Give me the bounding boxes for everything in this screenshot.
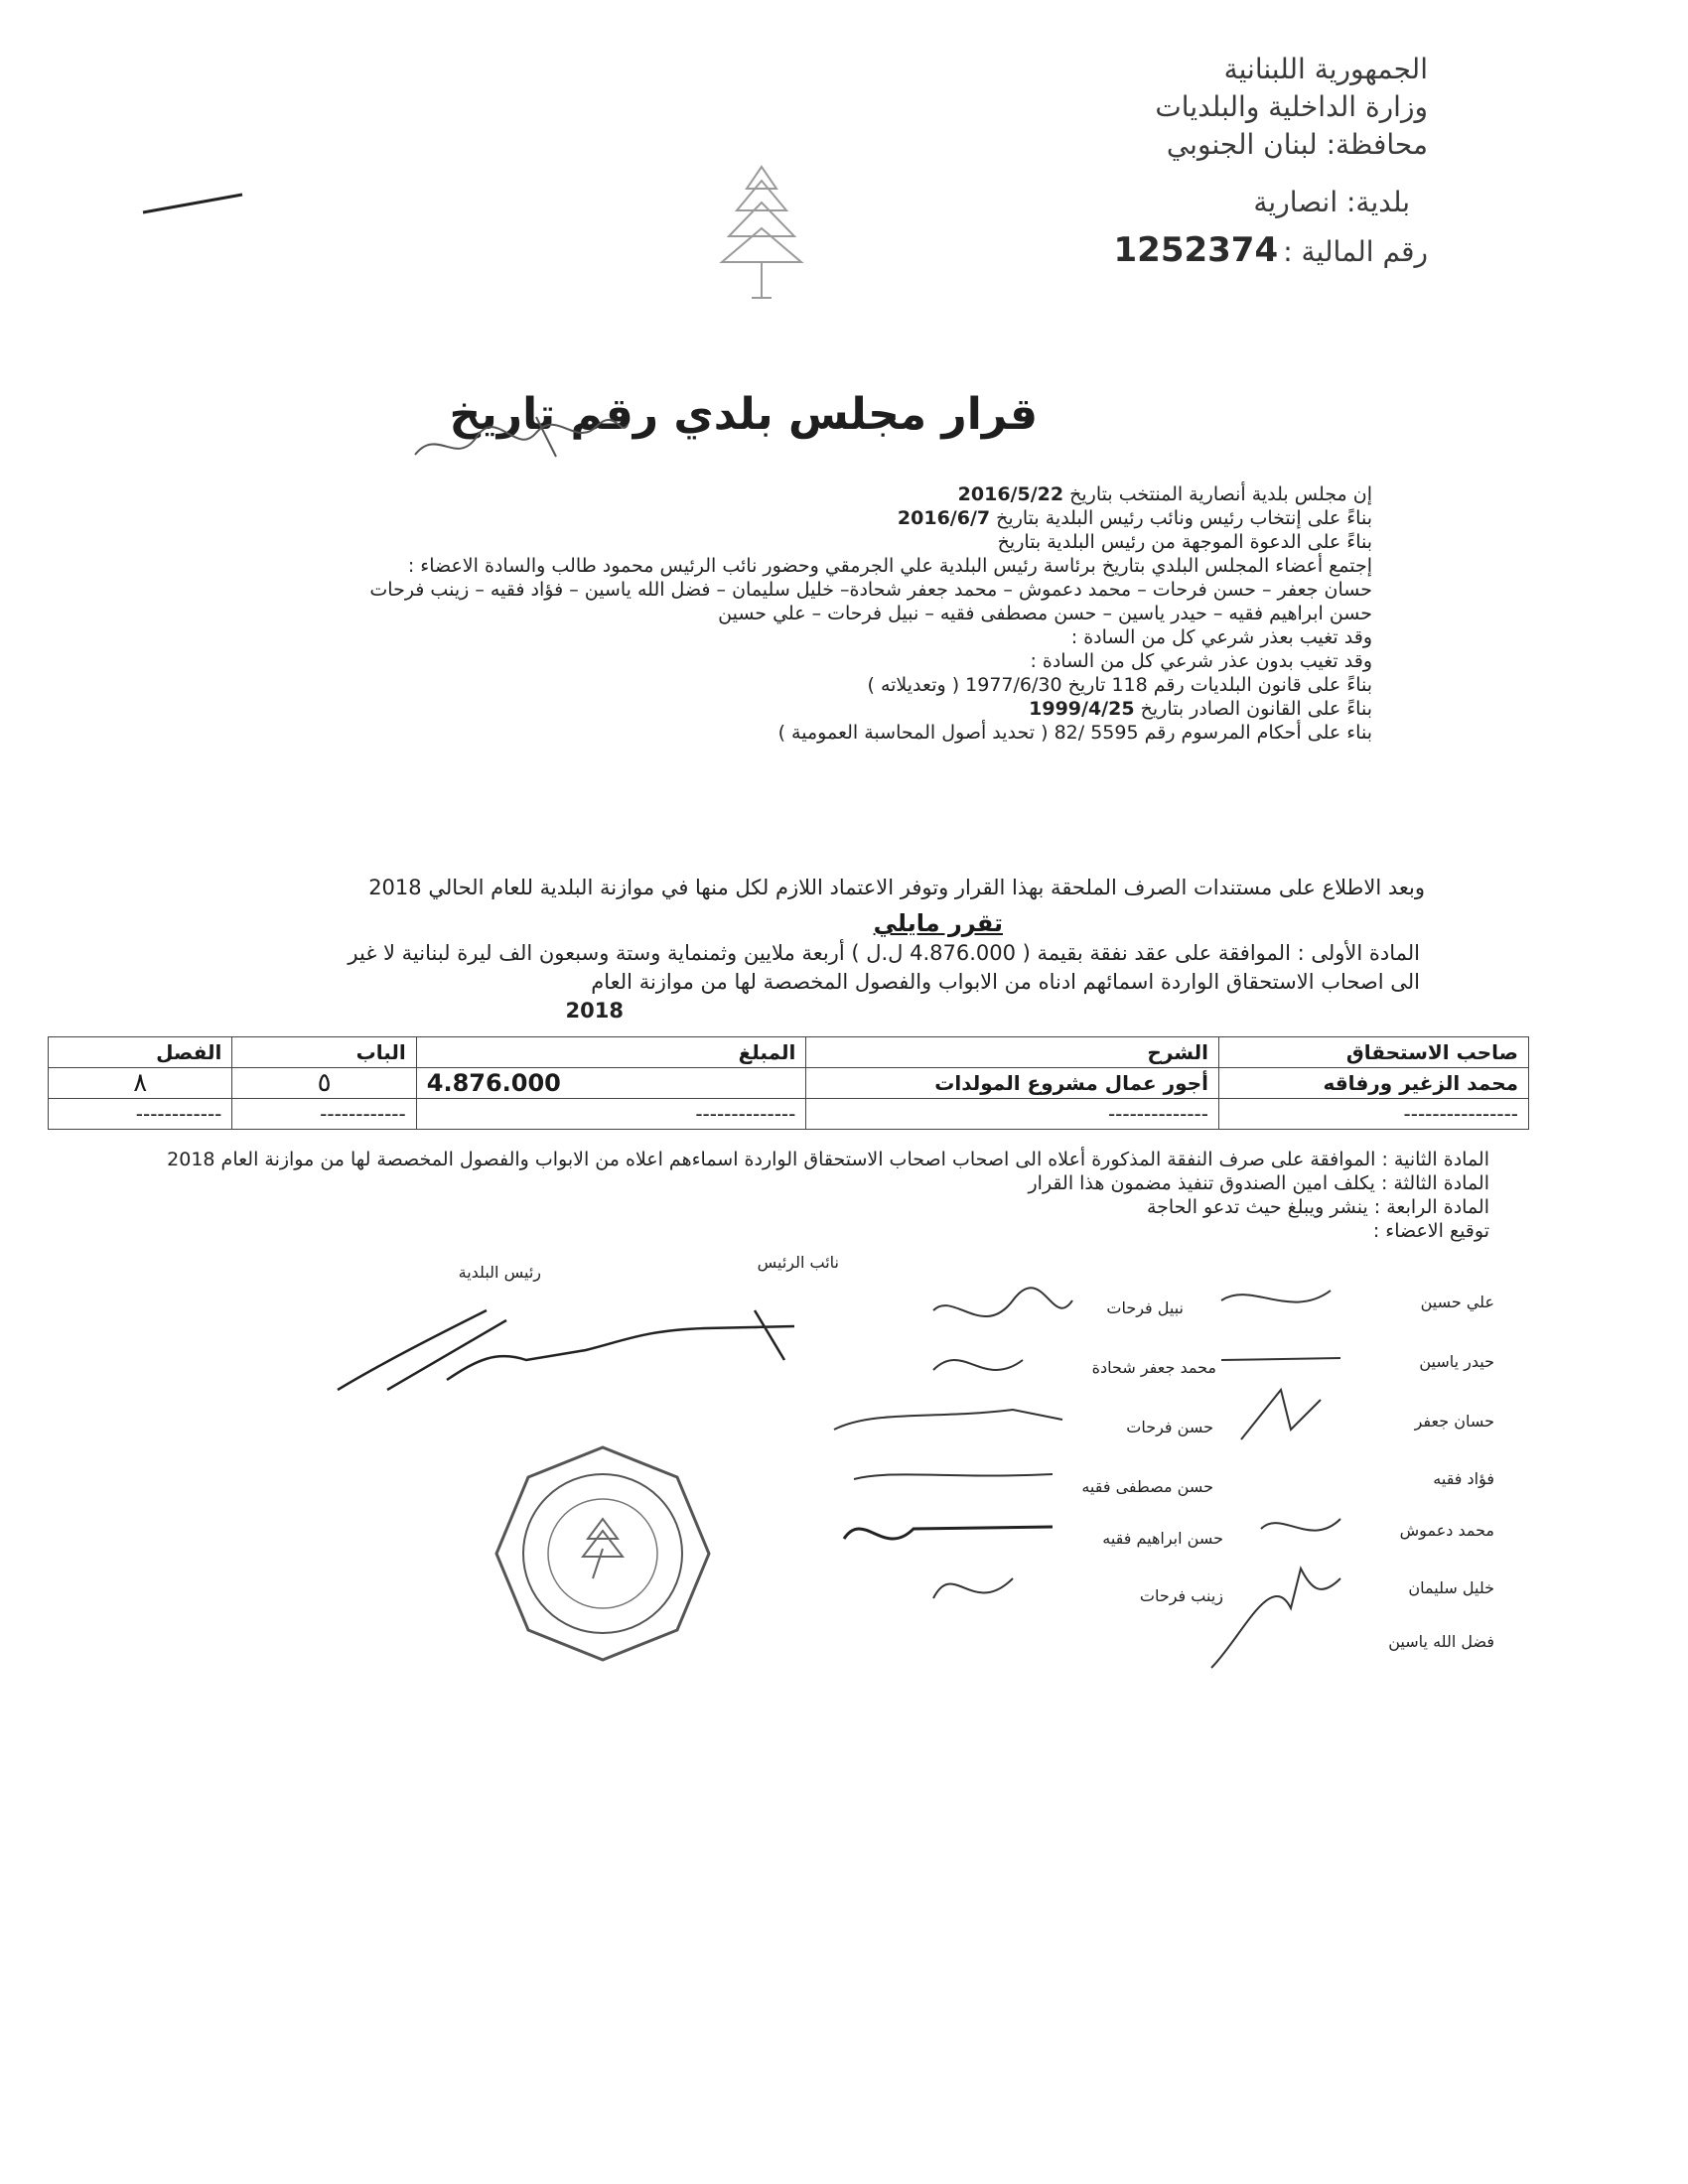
cell-empty: ------------ — [49, 1099, 232, 1130]
col-chapter: الفصل — [49, 1037, 232, 1068]
preamble-line-10: بناءً على القانون الصادر بتاريخ 1999/4/25 — [1029, 698, 1372, 720]
president-signature — [328, 1291, 844, 1400]
document-title: قرار مجلس بلدي رقم تاريخ — [449, 389, 1038, 440]
preamble-line-1: إن مجلس بلدية أنصارية المنتخب بتاريخ 2016/5/22 — [957, 483, 1372, 505]
cell-empty: ---------------- — [1218, 1099, 1528, 1130]
payment-table — [48, 1036, 1529, 1130]
cell-description: أجور عمال مشروع المولدات — [806, 1068, 1219, 1099]
cell-empty: -------------- — [416, 1099, 806, 1130]
preamble-line-4: إجتمع أعضاء المجلس البلدي بتاريخ برئاسة رئيس البلدية علي الجرمقي وحضور نائب الرئيس محمود طالب والسادة الاعضاء : — [407, 555, 1372, 577]
col-section: الباب — [232, 1037, 416, 1068]
member-haidar-yassine: حيدر ياسين — [1419, 1352, 1494, 1371]
member-hassan-farhat: حسن فرحات — [1126, 1418, 1213, 1436]
member-khalil-sleiman: خليل سليمان — [1408, 1578, 1494, 1597]
article-2: المادة الثانية : الموافقة على صرف النفقة المذكورة أعلاه الى اصحاب اصحاب الاستحقاق الواردة اسماءهم اعلاه من الابواب والفصول المخصصة لها من موازنة العام 2018 — [167, 1149, 1489, 1170]
right-signatures — [1201, 1271, 1440, 1688]
cell-chapter: ٨ — [49, 1068, 232, 1099]
member-nabil-farhat: نبيل فرحات — [1106, 1298, 1184, 1317]
member-mohamad-jaafar-shehadeh: محمد جعفر شحادة — [1091, 1358, 1216, 1377]
col-beneficiary: صاحب الاستحقاق — [1218, 1037, 1528, 1068]
municipality-stamp-icon — [489, 1439, 717, 1668]
pen-mark — [139, 189, 248, 218]
member-zeinab-farhat: زينب فرحات — [1139, 1586, 1223, 1605]
header-municipality: بلدية: انصارية — [1253, 186, 1410, 218]
member-hassan-mostafa-fakih: حسن مصطفى فقيه — [1081, 1477, 1213, 1496]
article-3: المادة الثالثة : يكلف امين الصندوق تنفيذ مضمون هذا القرار — [1028, 1172, 1489, 1194]
preamble-line-5: حسان جعفر – حسن فرحات – محمد دعموش – محمد جعفر شحادة– خليل سليمان – فضل الله ياسين – فؤاد فقيه – زينب فرحات — [369, 579, 1372, 601]
cell-empty: -------------- — [806, 1099, 1219, 1130]
preamble-line-8: وقد تغيب بدون عذر شرعي كل من السادة : — [1030, 650, 1372, 672]
article-4: المادة الرابعة : ينشر ويبلغ حيث تدعو الحاجة — [1146, 1196, 1489, 1218]
cell-amount: 4.876.000 — [416, 1068, 806, 1099]
cell-empty: ------------ — [232, 1099, 416, 1130]
header-governorate: محافظة: لبنان الجنوبي — [1166, 128, 1428, 161]
preamble-line-3: بناءً على الدعوة الموجهة من رئيس البلدية بتاريخ — [997, 531, 1372, 553]
president-label: رئيس البلدية — [458, 1263, 541, 1282]
preamble-line-6: حسن ابراهيم فقيه – حيدر ياسين – حسن مصطفى فقيه – نبيل فرحات – علي حسين — [718, 603, 1372, 624]
members-signature-label: توقيع الاعضاء : — [1372, 1220, 1489, 1242]
finance-label: رقم المالية : — [1283, 235, 1428, 268]
member-mohamad-damoush: محمد دعموش — [1399, 1521, 1494, 1540]
table-row — [49, 1068, 1529, 1099]
decision-heading: تقرر مايلي — [873, 909, 1003, 937]
col-amount: المبلغ — [416, 1037, 806, 1068]
member-hassan-ibrahim-fakih: حسن ابراهيم فقيه — [1102, 1529, 1223, 1548]
preamble-line-11: بناء على أحكام المرسوم رقم 5595 /82 ( تحديد أصول المحاسبة العمومية ) — [777, 722, 1372, 744]
middle-signatures — [814, 1281, 1192, 1638]
cell-section: ٥ — [232, 1068, 416, 1099]
preamble-line-2: بناءً على إنتخاب رئيس ونائب رئيس البلدية بتاريخ 2016/6/7 — [897, 507, 1372, 529]
finance-number: 1252374 — [1113, 230, 1279, 270]
member-hassan-jaafar: حسان جعفر — [1414, 1412, 1494, 1431]
col-description: الشرح — [806, 1037, 1219, 1068]
article-1-year: 2018 — [565, 999, 624, 1023]
member-fouad-fakih: فؤاد فقيه — [1433, 1469, 1494, 1488]
member-fadlallah-yassine: فضل الله ياسين — [1388, 1632, 1494, 1651]
vice-president-label: نائب الرئيس — [757, 1253, 839, 1272]
whereas-paragraph: وبعد الاطلاع على مستندات الصرف الملحقة بهذا القرار وتوفر الاعتماد اللازم لكل منها في موازنة البلدية للعام الحالي 2018 — [368, 876, 1425, 899]
preamble-line-7: وقد تغيب بعذر شرعي كل من السادة : — [1070, 626, 1372, 648]
finance-row — [1114, 230, 1429, 270]
member-ali-hussein: علي حسين — [1420, 1293, 1494, 1311]
header-country: الجمهورية اللبنانية — [1223, 53, 1428, 85]
article-1-line-2: الى اصحاب الاستحقاق الواردة اسمائهم ادناه من الابواب والفصول المخصصة لها من موازنة العام — [591, 970, 1420, 994]
preamble-line-9: بناءً على قانون البلديات رقم 118 تاريخ 1977/6/30 ( وتعديلاته ) — [867, 674, 1372, 696]
cell-beneficiary: محمد الزغير ورفاقه — [1218, 1068, 1528, 1099]
title-handwriting — [407, 397, 635, 477]
table-header-row — [49, 1037, 1529, 1068]
header-ministry: وزارة الداخلية والبلديات — [1155, 90, 1428, 123]
table-row — [49, 1099, 1529, 1130]
cedar-emblem-icon — [707, 159, 816, 303]
article-1-line-1: المادة الأولى : الموافقة على عقد نفقة بقيمة ( 4.876.000 ل.ل ) أربعة ملايين وثمنماية وستة وسبعون الف ليرة لبنانية لا غير — [348, 941, 1420, 965]
